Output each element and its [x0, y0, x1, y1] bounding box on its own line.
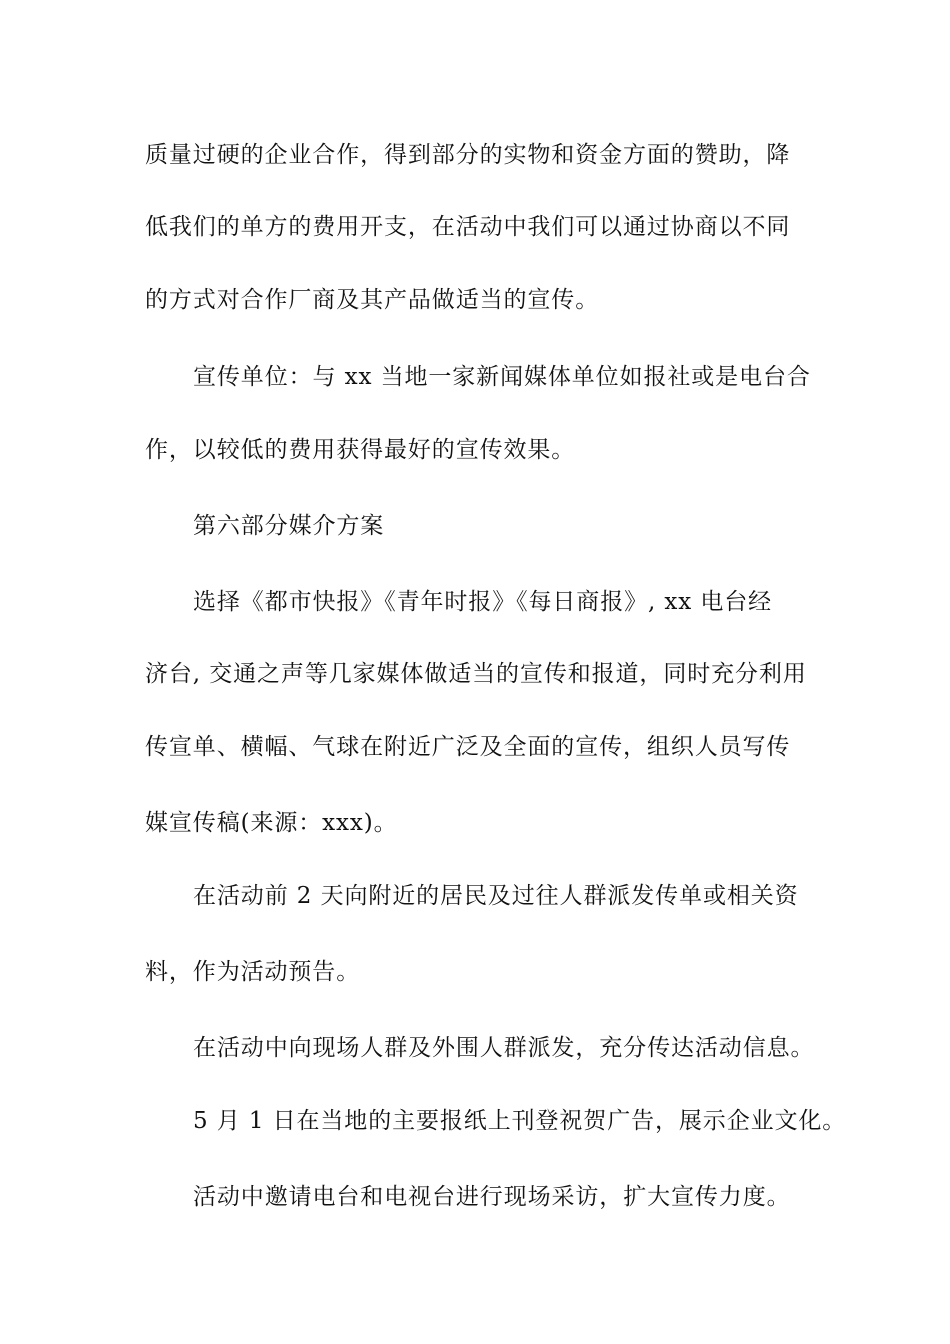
paragraph-line: 选择《都市快报》《青年时报》《每日商报》, xx 电台经 — [193, 589, 773, 615]
section-heading: 第六部分媒介方案 — [193, 513, 385, 539]
paragraph-line: 宣传单位：与 xx 当地一家新闻媒体单位如报社或是电台合 — [193, 364, 811, 390]
paragraph-line: 活动中邀请电台和电视台进行现场采访，扩大宣传力度。 — [193, 1184, 791, 1210]
paragraph-line: 作，以较低的费用获得最好的宣传效果。 — [145, 437, 576, 463]
paragraph-line: 在活动中向现场人群及外围人群派发，充分传达活动信息。 — [193, 1035, 815, 1061]
paragraph-line: 济台, 交通之声等几家媒体做适当的宣传和报道，同时充分利用 — [145, 661, 807, 687]
paragraph-line: 传宣单、横幅、气球在附近广泛及全面的宣传，组织人员写传 — [145, 734, 791, 760]
paragraph-line: 料，作为活动预告。 — [145, 959, 361, 985]
paragraph-line: 低我们的单方的费用开支，在活动中我们可以通过协商以不同 — [145, 214, 791, 240]
paragraph-line: 在活动前 2 天向附近的居民及过往人群派发传单或相关资 — [193, 883, 799, 909]
paragraph-line: 质量过硬的企业合作，得到部分的实物和资金方面的赞助，降 — [145, 142, 791, 168]
paragraph-line: 的方式对合作厂商及其产品做适当的宣传。 — [145, 287, 600, 313]
paragraph-line: 5 月 1 日在当地的主要报纸上刊登祝贺广告，展示企业文化。 — [193, 1108, 847, 1134]
paragraph-line: 媒宣传稿(来源：xxx)。 — [145, 810, 398, 836]
